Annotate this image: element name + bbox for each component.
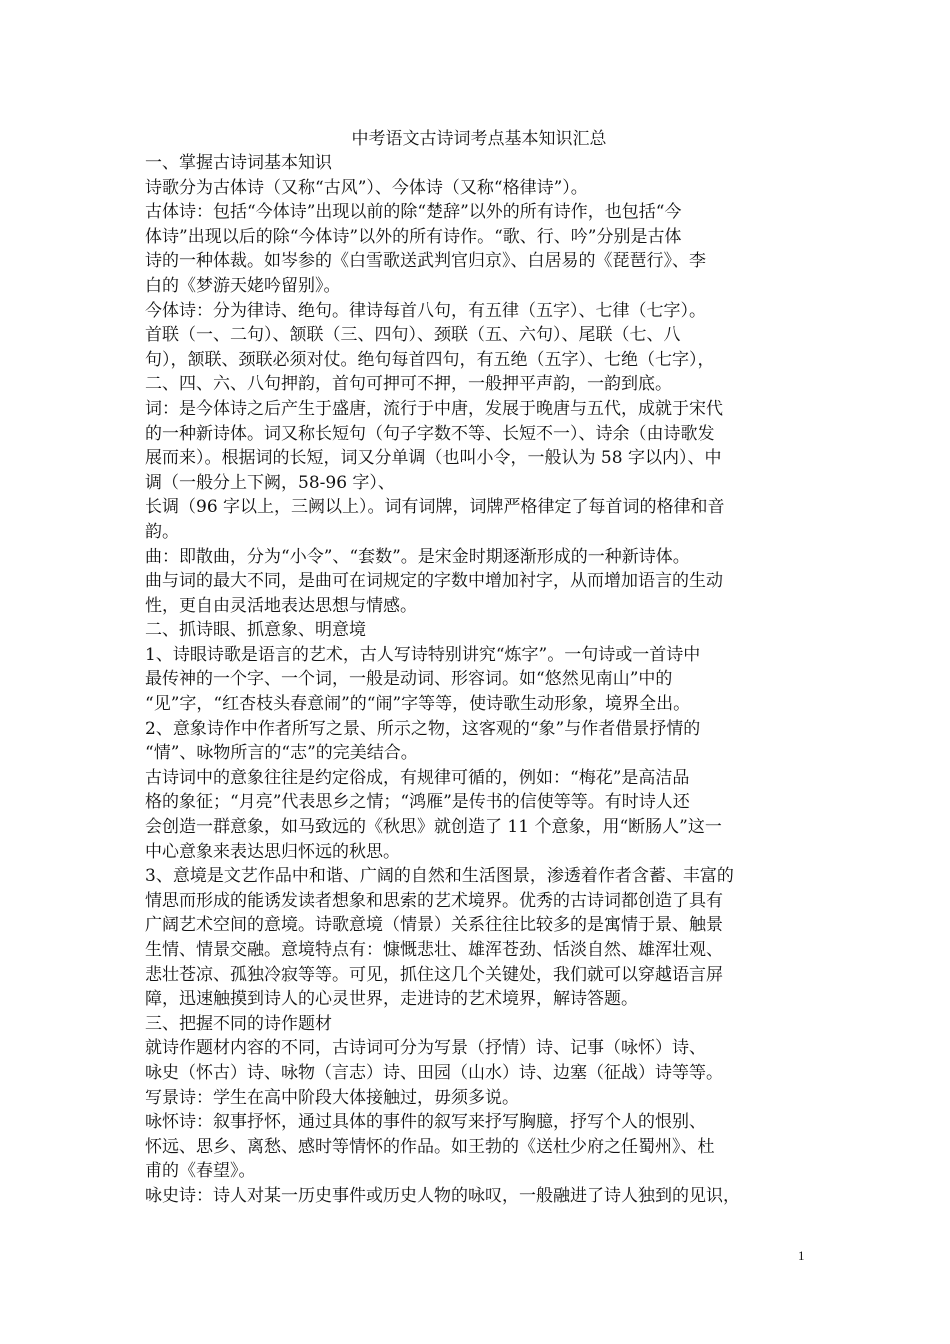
text-line: 广阔艺术空间的意境。诗歌意境（情景）关系往往比较多的是寓情于景、触景: [145, 915, 723, 936]
text-line: 的一种新诗体。词又称长短句（句子字数不等、长短不一）、诗余（由诗歌发: [145, 423, 715, 444]
text-line: 诗歌分为古体诗（又称“古风”）、今体诗（又称“格律诗”）。: [145, 177, 588, 198]
text-line: 性，更自由灵活地表达思想与情感。: [145, 595, 417, 616]
text-line: 会创造一群意象，如马致远的《秋思》就创造了 11 个意象，用“断肠人”这一: [145, 817, 722, 838]
text-line: 今体诗：分为律诗、绝句。律诗每首八句，有五律（五字）、七律（七字）。: [145, 300, 706, 321]
text-line: 中心意象来表达思归怀远的秋思。: [145, 841, 400, 862]
text-line: 悲壮苍凉、孤独冷寂等等。可见，抓住这几个关键处，我们就可以穿越语言屏: [145, 964, 723, 985]
text-line: 诗的一种体裁。如岑参的《白雪歌送武判官归京》、白居易的《琵琶行》、李: [145, 251, 706, 272]
text-line: 二、四、六、八句押韵，首句可押可不押，一般押平声韵，一韵到底。: [145, 374, 672, 395]
text-line: 咏史（怀古）诗、咏物（言志）诗、田园（山水）诗、边塞（征战）诗等等。: [145, 1062, 723, 1083]
text-line: 调（一般分上下阙，58-96 字）、: [145, 472, 395, 493]
text-line: “见”字，“红杏枝头春意闹”的“闹”字等等，使诗歌生动形象，境界全出。: [145, 694, 691, 715]
text-line: 二、抓诗眼、抓意象、明意境: [145, 620, 366, 641]
text-line: 格的象征；“月亮”代表思乡之情；“鸿雁”是传书的信使等等。有时诗人还: [145, 792, 690, 813]
text-line: 曲与词的最大不同，是曲可在词规定的字数中增加衬字，从而增加语言的生动: [145, 571, 723, 592]
text-line: 词：是今体诗之后产生于盛唐，流行于中唐，发展于晚唐与五代，成就于宋代: [145, 398, 723, 419]
document-text-lines: [145, 151, 813, 1209]
text-line: 曲：即散曲，分为“小令”、“套数”。是宋金时期逐渐形成的一种新诗体。: [145, 546, 690, 567]
text-line: 甫的《春望》。: [145, 1161, 256, 1182]
document-body: [145, 127, 813, 1209]
text-line: 情思而形成的能诱发读者想象和思索的艺术境界。优秀的古诗词都创造了具有: [145, 890, 723, 911]
text-line: 咏史诗：诗人对某一历史事件或历史人物的咏叹，一般融进了诗人独到的见识，: [145, 1185, 740, 1206]
text-line: 最传神的一个字、一个词，一般是动词、形容词。如“悠然见南山”中的: [145, 669, 673, 690]
text-line: 咏怀诗：叙事抒怀，通过具体的事件的叙写来抒写胸臆，抒写个人的恨别、: [145, 1112, 706, 1133]
text-line: 一、掌握古诗词基本知识: [145, 153, 332, 173]
text-line: 古诗词中的意象往往是约定俗成，有规律可循的，例如：“梅花”是高洁品: [145, 767, 690, 788]
text-line: 白的《梦游天姥吟留别》。: [145, 275, 341, 296]
text-line: 3、意境是文艺作品中和谐、广阔的自然和生活图景，渗透着作者含蓄、丰富的: [145, 866, 734, 887]
text-line: 障，迅速触摸到诗人的心灵世界，走进诗的艺术境界，解诗答题。: [145, 989, 638, 1010]
text-line: 就诗作题材内容的不同，古诗词可分为写景（抒情）诗、记事（咏怀）诗、: [145, 1038, 706, 1059]
text-line: 首联（一、二句）、颔联（三、四句）、颈联（五、六句）、尾联（七、八: [145, 325, 681, 346]
text-line: 怀远、思乡、离愁、感时等情怀的作品。如王勃的《送杜少府之任蜀州》、杜: [145, 1136, 715, 1157]
text-line: 体诗”出现以后的除“今体诗”以外的所有诗作。“歌、行、吟”分别是古体: [145, 226, 682, 247]
text-line: “情”、咏物所言的“志”的完美结合。: [145, 743, 418, 764]
text-line: 2、意象诗作中作者所写之景、所示之物，这客观的“象”与作者借景抒情的: [145, 718, 701, 739]
text-line: 生情、情景交融。意境特点有：慷慨悲壮、雄浑苍劲、恬淡自然、雄浑壮观、: [145, 940, 723, 960]
document-title: 中考语文古诗词考点基本知识汇总: [351, 129, 607, 149]
text-line: 句），颔联、颈联必须对仗。绝句每首四句，有五绝（五字）、七绝（七字），: [145, 349, 715, 370]
text-line: 长调（96 字以上，三阙以上）。词有词牌，词牌严格律定了每首词的格律和音: [145, 497, 725, 518]
page-number: 1: [798, 1248, 805, 1263]
text-line: 1、诗眼诗歌是语言的艺术，古人写诗特别讲究“炼字”。一句诗或一首诗中: [145, 644, 701, 665]
text-line: 古体诗：包括“今体诗”出现以前的除“楚辞”以外的所有诗作，也包括“今: [145, 202, 682, 223]
text-line: 写景诗：学生在高中阶段大体接触过，毋须多说。: [145, 1087, 519, 1108]
text-line: 三、把握不同的诗作题材: [145, 1013, 332, 1034]
text-line: 韵。: [145, 521, 179, 542]
text-line: 展而来）。根据词的长短，词又分单调（也叫小令，一般认为 58 字以内）、中: [145, 448, 722, 469]
